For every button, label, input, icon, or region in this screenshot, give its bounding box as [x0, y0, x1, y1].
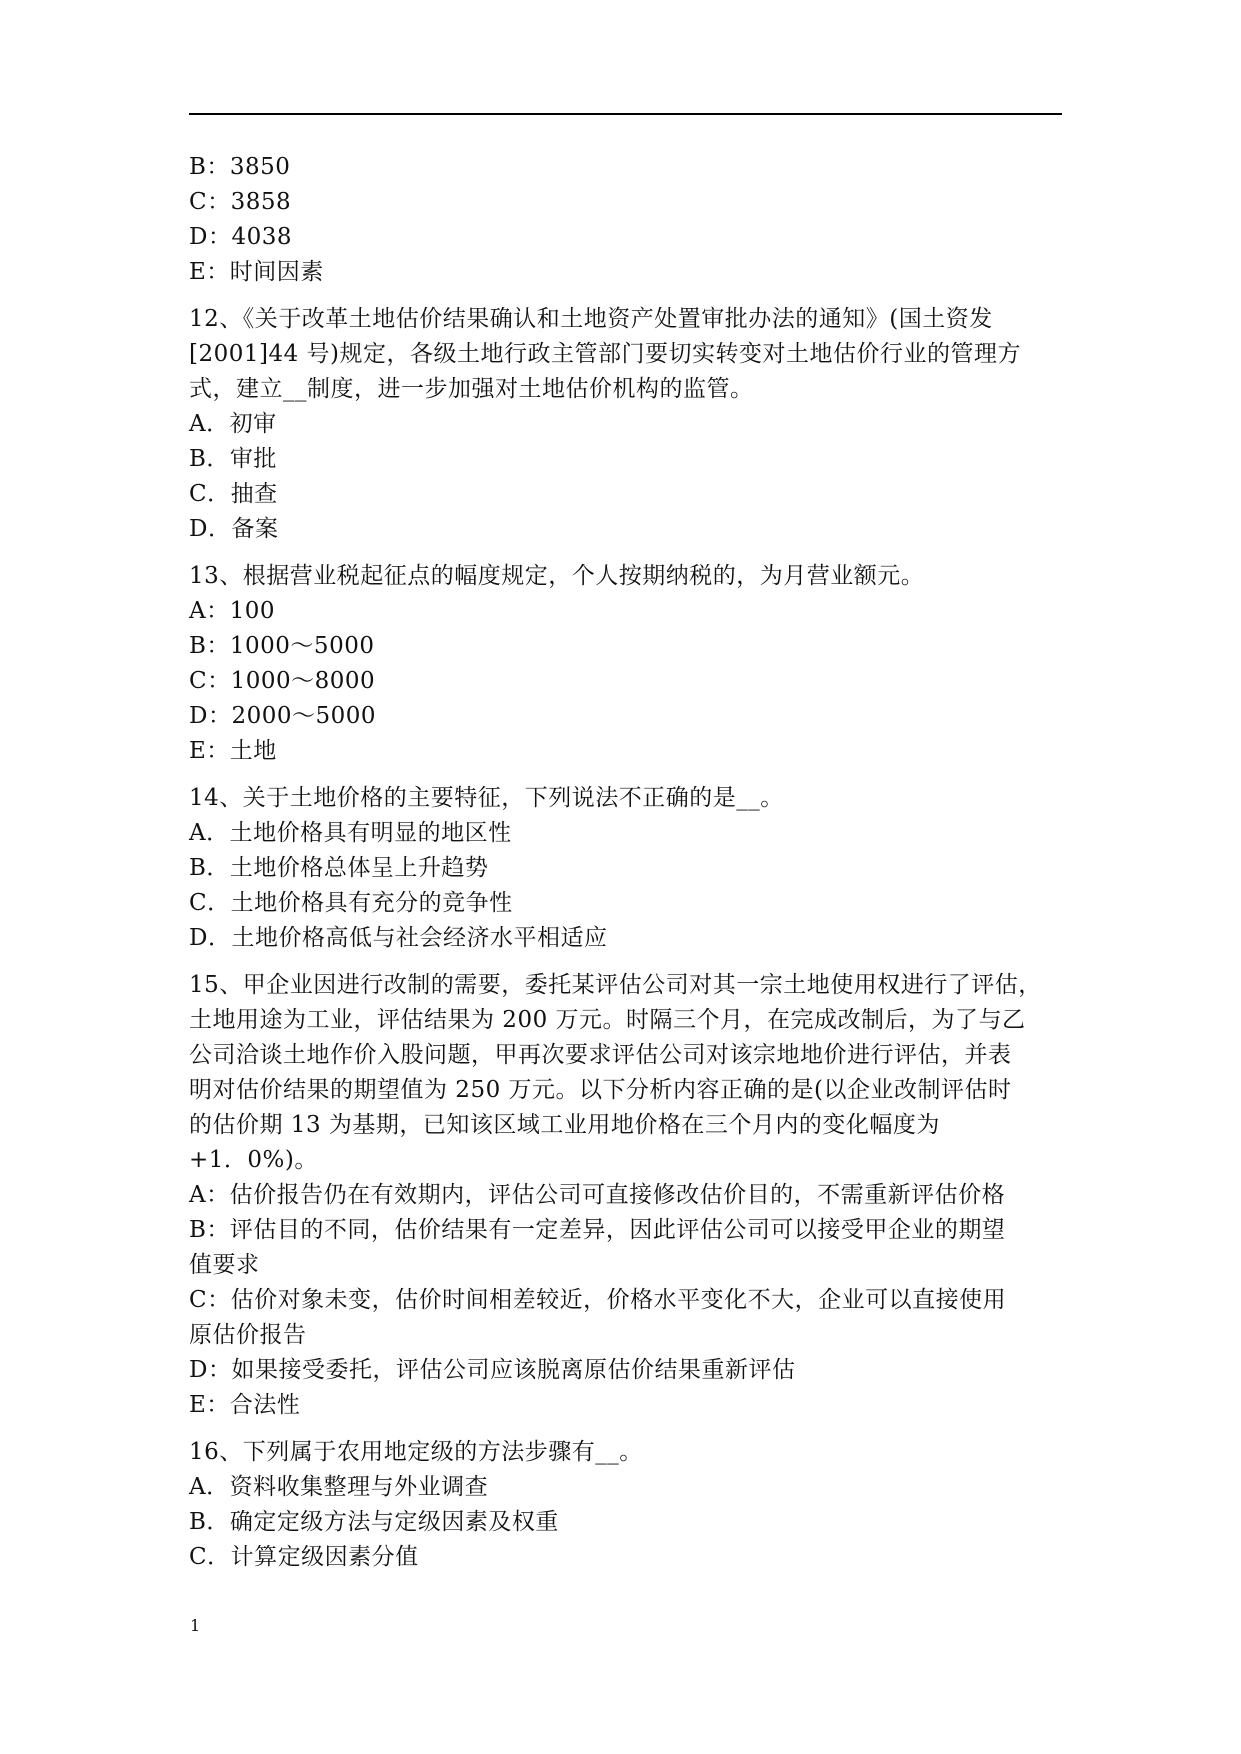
option-line: A．土地价格具有明显的地区性: [189, 820, 512, 846]
question-stem-line: +1．0%)。: [189, 1147, 318, 1173]
option-line: B：3850: [189, 154, 291, 180]
option-line: C：1000～8000: [189, 668, 376, 694]
option-line: D：2000～5000: [189, 703, 377, 729]
option-line: E：土地: [189, 738, 277, 764]
option-line: D．备案: [189, 516, 279, 542]
q11-options: [189, 150, 1062, 290]
option-line: B．确定定级方法与定级因素及权重: [189, 1509, 559, 1535]
question-stem-line: 土地用途为工业，评估结果为 200 万元。时隔三个月，在完成改制后，为了与乙: [189, 1007, 1026, 1033]
question-12: [189, 302, 1062, 547]
option-line: D：4038: [189, 224, 292, 250]
option-line: A．初审: [189, 411, 277, 437]
option-line: B：1000～5000: [189, 633, 375, 659]
question-stem-line: 公司洽谈土地作价入股问题，甲再次要求评估公司对该宗地地价进行评估，并表: [189, 1042, 1012, 1068]
header-rule: [189, 113, 1062, 115]
document-body: [189, 150, 1062, 1575]
option-line: C：3858: [189, 189, 292, 215]
option-line: C．土地价格具有充分的竞争性: [189, 890, 513, 916]
page-number: 1: [190, 1616, 201, 1635]
option-line: D．土地价格高低与社会经济水平相适应: [189, 925, 608, 951]
option-line: A：100: [189, 598, 276, 624]
option-line: A：估价报告仍在有效期内，评估公司可直接修改估价目的，不需重新评估价格: [189, 1182, 1006, 1208]
option-line: E：合法性: [189, 1392, 301, 1418]
question-stem-line: 的估价期 13 为基期，已知该区域工业用地价格在三个月内的变化幅度为: [189, 1112, 940, 1138]
question-stem-line: 明对估价结果的期望值为 250 万元。以下分析内容正确的是(以企业改制评估时: [189, 1077, 1012, 1103]
option-line: B．土地价格总体呈上升趋势: [189, 855, 489, 881]
question-stem-line: 式，建立__制度，进一步加强对土地估价机构的监管。: [189, 376, 754, 402]
question-16: [189, 1435, 1062, 1575]
question-stem-line: 15、甲企业因进行改制的需要，委托某评估公司对其一宗土地使用权进行了评估，: [189, 972, 1042, 998]
question-stem-line: 14、关于土地价格的主要特征，下列说法不正确的是__。: [189, 785, 784, 811]
option-line: A．资料收集整理与外业调查: [189, 1474, 489, 1500]
option-line: C．抽查: [189, 481, 278, 507]
option-line: B．审批: [189, 446, 277, 472]
question-stem-line: 16、下列属于农用地定级的方法步骤有__。: [189, 1439, 643, 1465]
question-stem-line: [2001]44 号)规定，各级土地行政主管部门要切实转变对土地估价行业的管理方: [189, 341, 1022, 367]
option-line: C：估价对象未变，估价时间相差较近，价格水平变化不大，企业可以直接使用: [189, 1287, 1007, 1313]
option-line: E：时间因素: [189, 259, 324, 285]
option-line: D：如果接受委托，评估公司应该脱离原估价结果重新评估: [189, 1357, 796, 1383]
question-14: [189, 781, 1062, 956]
option-line: 值要求: [189, 1252, 260, 1278]
option-line: 原估价报告: [189, 1322, 307, 1348]
question-13: [189, 559, 1062, 769]
question-15: [189, 968, 1062, 1423]
question-stem-line: 13、根据营业税起征点的幅度规定，个人按期纳税的，为月营业额元。: [189, 563, 925, 589]
option-line: B：评估目的不同，估价结果有一定差异，因此评估公司可以接受甲企业的期望: [189, 1217, 1006, 1243]
option-line: C．计算定级因素分值: [189, 1544, 419, 1570]
question-stem-line: 12、《关于改革土地估价结果确认和土地资产处置审批办法的通知》(国土资发: [189, 306, 993, 332]
